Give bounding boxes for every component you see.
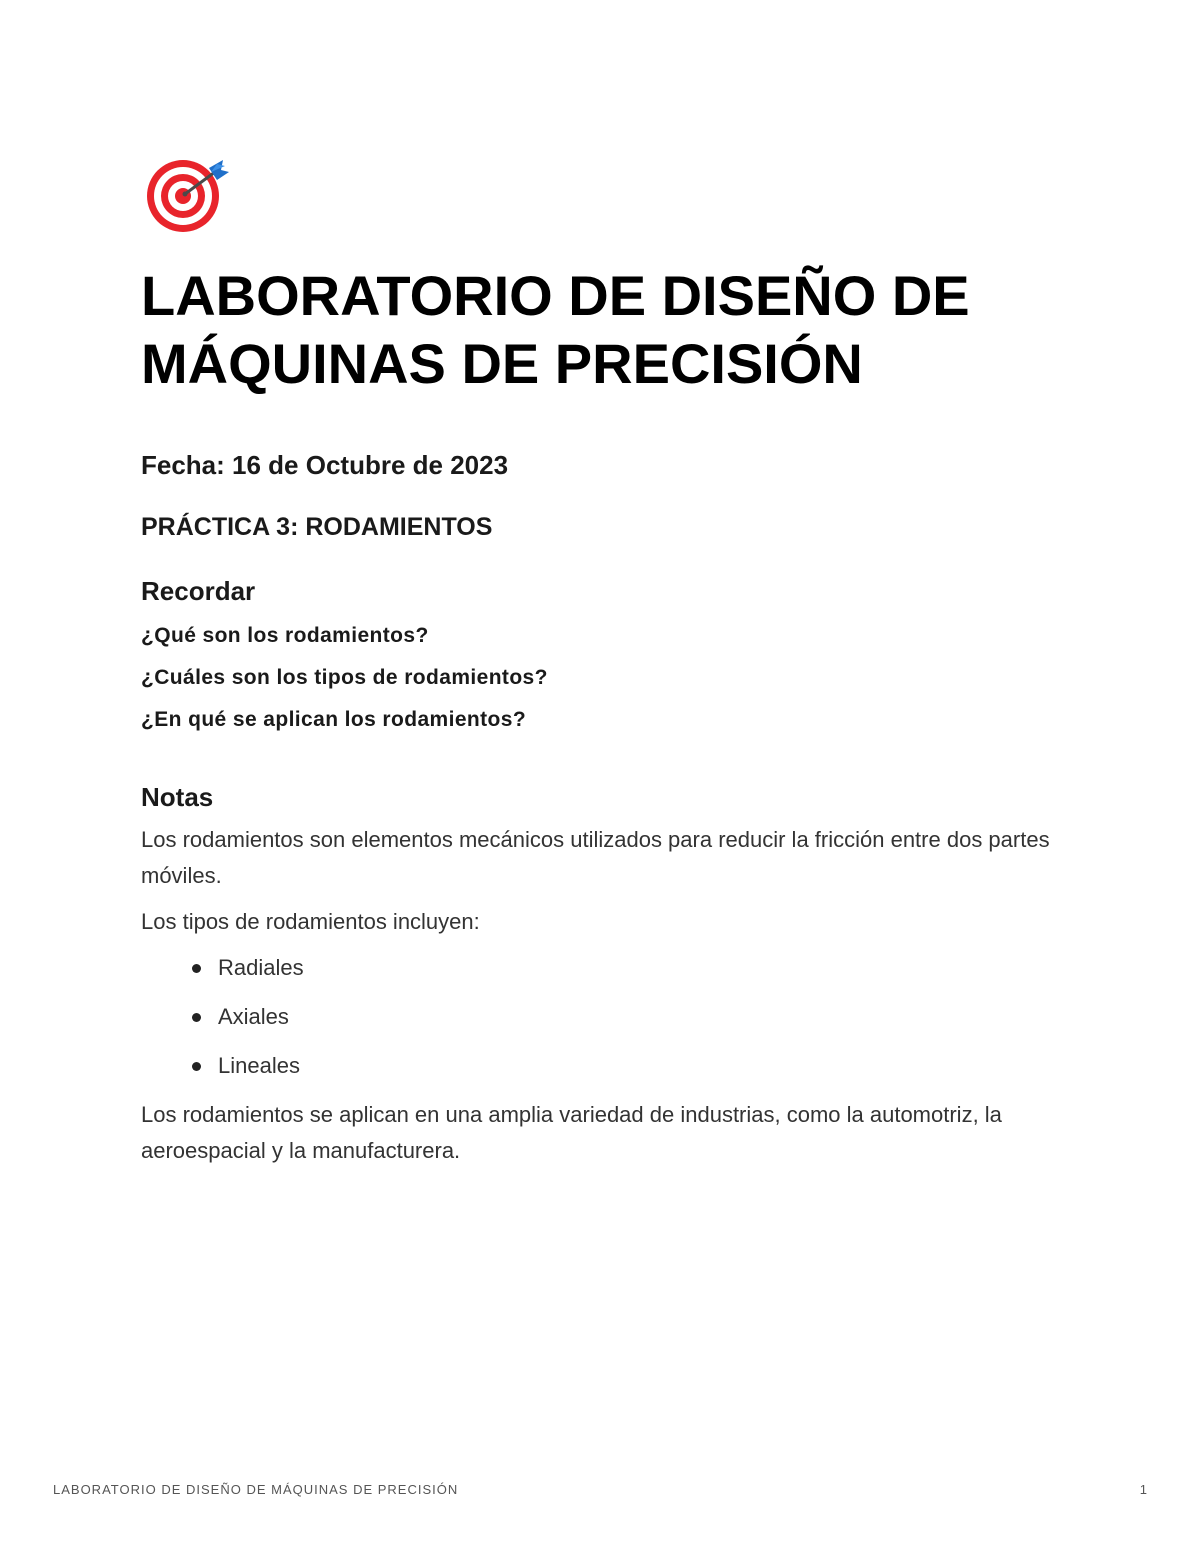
section-heading-recordar: Recordar: [141, 576, 256, 606]
list-item: [141, 1048, 1071, 1084]
question-item: ¿Qué son los rodamientos?: [141, 624, 429, 647]
question-item: ¿En qué se aplican los rodamientos?: [141, 708, 527, 731]
notes-paragraph: Los rodamientos son elementos mecánicos utilizados para reducir la fricción entre dos partes móviles.: [141, 827, 1050, 888]
page-number: 1: [1139, 1482, 1147, 1497]
section-heading-notas: Notas: [141, 782, 214, 812]
bullet-icon: [192, 1062, 201, 1071]
bullet-icon: [192, 964, 201, 973]
footer-title: LABORATORIO DE DISEÑO DE MÁQUINAS DE PRECISIÓN: [53, 1482, 459, 1497]
target-dart-icon: [145, 150, 231, 236]
bearing-types-list: [141, 950, 1071, 1084]
practice-heading: PRÁCTICA 3: RODAMIENTOS: [141, 513, 493, 541]
document-page: [141, 150, 1071, 1169]
document-title: LABORATORIO DE DISEÑO DE MÁQUINAS DE PRECISIÓN: [141, 264, 970, 395]
list-item: [141, 999, 1071, 1035]
list-item: [141, 950, 1071, 986]
list-item-label: Lineales: [218, 1053, 300, 1078]
list-item-label: Axiales: [218, 1004, 289, 1029]
document-date: Fecha: 16 de Octubre de 2023: [141, 450, 509, 480]
question-item: ¿Cuáles son los tipos de rodamientos?: [141, 666, 548, 689]
notes-paragraph: Los tipos de rodamientos incluyen:: [141, 909, 480, 934]
list-item-label: Radiales: [218, 955, 304, 980]
notes-paragraph: Los rodamientos se aplican en una amplia variedad de industrias, como la automotriz, la aeroespacial y la manufacturera.: [141, 1102, 1002, 1163]
bullet-icon: [192, 1013, 201, 1022]
